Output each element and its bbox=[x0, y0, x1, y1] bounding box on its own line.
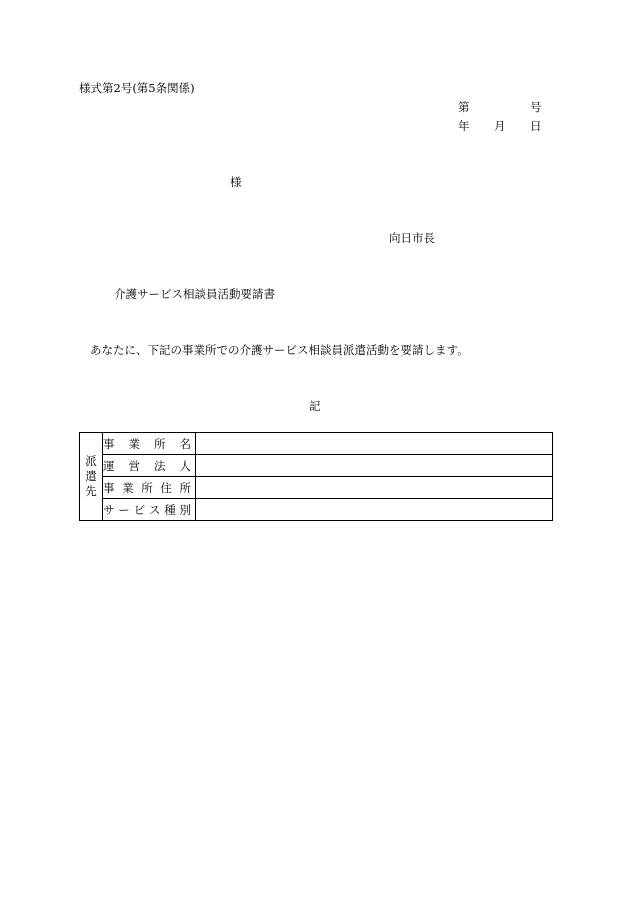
addressee-suffix: 様 bbox=[230, 175, 242, 189]
body-text: あなたに、下記の事業所での介護サービス相談員派遣活動を要請します。 bbox=[90, 343, 469, 357]
dispatch-side-header: 派 遣 先 bbox=[80, 433, 103, 521]
doc-number-prefix: 第 bbox=[458, 100, 470, 114]
doc-number-suffix: 号 bbox=[530, 100, 542, 114]
row-value-office-name[interactable] bbox=[196, 433, 553, 455]
row-value-office-address[interactable] bbox=[196, 477, 553, 499]
row-value-operating-corp[interactable] bbox=[196, 455, 553, 477]
sender: 向日市長 bbox=[389, 231, 435, 245]
date-day: 日 bbox=[530, 119, 542, 133]
form-number: 様式第2号(第5条関係) bbox=[79, 81, 195, 95]
row-label-office-name: 事 業 所 名 bbox=[103, 433, 196, 455]
row-label-service-type: サ ー ビ ス 種 別 bbox=[103, 499, 196, 521]
row-value-service-type[interactable] bbox=[196, 499, 553, 521]
ki-marker: 記 bbox=[309, 399, 321, 413]
dispatch-table bbox=[79, 432, 553, 521]
date-month: 月 bbox=[494, 119, 506, 133]
document-title: 介護サービス相談員活動要請書 bbox=[114, 287, 275, 301]
date-year: 年 bbox=[458, 119, 470, 133]
row-label-office-address: 事 業 所 住 所 bbox=[103, 477, 196, 499]
row-label-operating-corp: 運 営 法 人 bbox=[103, 455, 196, 477]
